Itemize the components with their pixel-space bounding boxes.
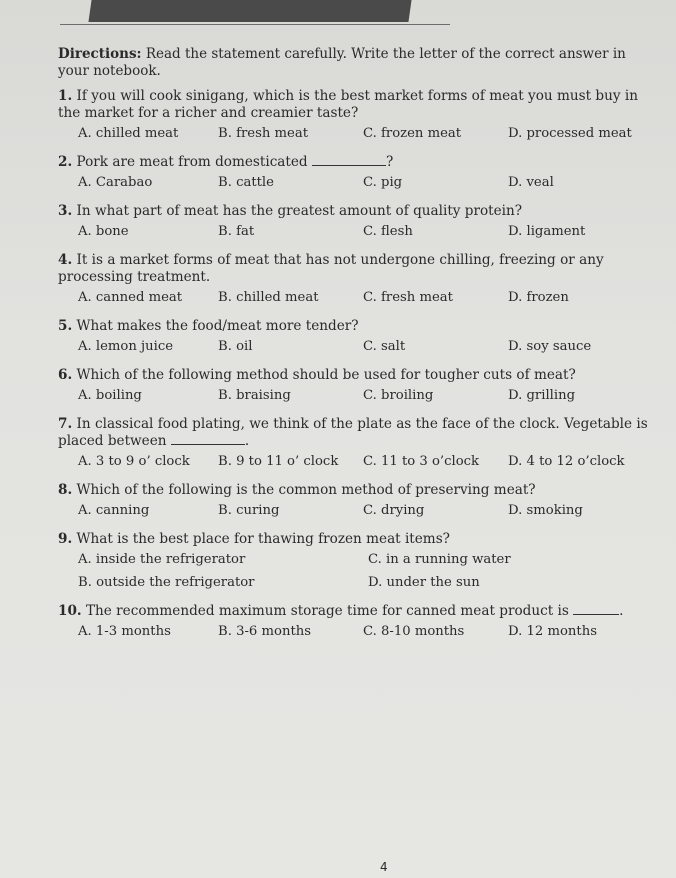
option-a: A. 1-3 months: [78, 624, 171, 639]
option-c: C. 11 to 3 o’clock: [363, 454, 480, 469]
option-c: C. flesh: [363, 224, 413, 239]
question-number: 3.: [58, 203, 73, 219]
directions-label: Directions:: [58, 46, 142, 62]
option-d: D. smoking: [508, 503, 583, 518]
option-d: D. 4 to 12 o’clock: [508, 454, 625, 469]
option-a: A. canning: [78, 503, 150, 518]
option-b: B. oil: [218, 339, 253, 354]
question-number: 1.: [58, 88, 73, 104]
question-3: [58, 203, 648, 240]
option-a: A. chilled meat: [78, 126, 179, 141]
question-text: What is the best place for thawing frozen meat items?: [76, 531, 450, 547]
directions: [58, 46, 648, 80]
option-d: D. ligament: [508, 224, 586, 239]
question-text: In classical food plating, we think of the plate as the face of the clock. Vegetable is placed between: [58, 416, 648, 449]
options: [58, 453, 648, 470]
options: [58, 338, 648, 355]
option-a: A. inside the refrigerator: [78, 552, 246, 567]
option-b: B. 3-6 months: [218, 624, 312, 639]
option-a: A. Carabao: [78, 175, 153, 190]
question-5: [58, 318, 648, 355]
options: [58, 289, 648, 306]
worksheet-content: [58, 46, 648, 652]
options: [58, 223, 648, 240]
question-text-end: ?: [385, 154, 394, 170]
options: [58, 125, 648, 142]
question-text: The recommended maximum storage time for canned meat product is: [85, 603, 569, 619]
question-number: 8.: [58, 482, 73, 498]
options: [58, 502, 648, 519]
option-b: B. 9 to 11 o’ clock: [218, 454, 339, 469]
options: [58, 551, 648, 591]
option-a: A. boiling: [78, 388, 142, 403]
question-text: Pork are meat from domesticated: [76, 154, 308, 170]
option-b: B. fat: [218, 224, 255, 239]
option-d: D. frozen: [508, 290, 569, 305]
question-10: [58, 603, 648, 640]
question-6: [58, 367, 648, 404]
question-number: 10.: [58, 603, 82, 619]
question-text-end: .: [244, 433, 250, 449]
option-d: D. veal: [508, 175, 554, 190]
options: [58, 387, 648, 404]
directions-text: Read the statement carefully. Write the letter of the correct answer in your notebook.: [58, 46, 626, 79]
option-c: C. drying: [363, 503, 425, 518]
question-text: Which of the following is the common method of preserving meat?: [76, 482, 536, 498]
question-number: 7.: [58, 416, 73, 432]
option-c: C. salt: [363, 339, 406, 354]
option-c: C. pig: [363, 175, 403, 190]
option-b: B. outside the refrigerator: [78, 575, 255, 590]
option-d: D. soy sauce: [508, 339, 592, 354]
option-c: C. in a running water: [368, 552, 511, 567]
question-number: 2.: [58, 154, 73, 170]
question-number: 9.: [58, 531, 73, 547]
question-text: In what part of meat has the greatest amount of quality protein?: [76, 203, 523, 219]
answer-blank: [171, 433, 245, 445]
question-text: Which of the following method should be used for tougher cuts of meat?: [76, 367, 576, 383]
option-b: B. fresh meat: [218, 126, 308, 141]
answer-blank: [312, 154, 386, 166]
option-d: D. 12 months: [508, 624, 597, 639]
option-d: D. under the sun: [368, 575, 480, 590]
question-1: [58, 88, 648, 142]
header-rule: [60, 24, 450, 25]
question-text-end: .: [619, 603, 624, 619]
question-text: It is a market forms of meat that has not undergone chilling, freezing or any processing treatment.: [58, 252, 604, 285]
option-d: D. grilling: [508, 388, 576, 403]
option-c: C. fresh meat: [363, 290, 453, 305]
question-8: [58, 482, 648, 519]
question-number: 5.: [58, 318, 73, 334]
question-7: [58, 416, 648, 470]
options: [58, 623, 648, 640]
question-number: 6.: [58, 367, 73, 383]
question-number: 4.: [58, 252, 73, 268]
header-band: [88, 0, 411, 22]
option-a: A. canned meat: [78, 290, 183, 305]
option-b: B. curing: [218, 503, 280, 518]
option-a: A. bone: [78, 224, 129, 239]
option-a: A. 3 to 9 o’ clock: [78, 454, 190, 469]
question-9: [58, 531, 648, 591]
answer-blank: [573, 603, 619, 615]
options: [58, 174, 648, 191]
option-b: B. braising: [218, 388, 291, 403]
question-text: If you will cook sinigang, which is the best market forms of meat you must buy in the market for a richer and creamier taste?: [58, 88, 638, 121]
option-c: C. 8-10 months: [363, 624, 465, 639]
question-2: [58, 154, 648, 191]
question-text: What makes the food/meat more tender?: [76, 318, 359, 334]
question-4: [58, 252, 648, 306]
option-c: C. broiling: [363, 388, 434, 403]
option-a: A. lemon juice: [78, 339, 174, 354]
option-b: B. cattle: [218, 175, 274, 190]
option-c: C. frozen meat: [363, 126, 462, 141]
option-d: D. processed meat: [508, 126, 632, 141]
option-b: B. chilled meat: [218, 290, 319, 305]
page-number: 4: [380, 860, 388, 874]
